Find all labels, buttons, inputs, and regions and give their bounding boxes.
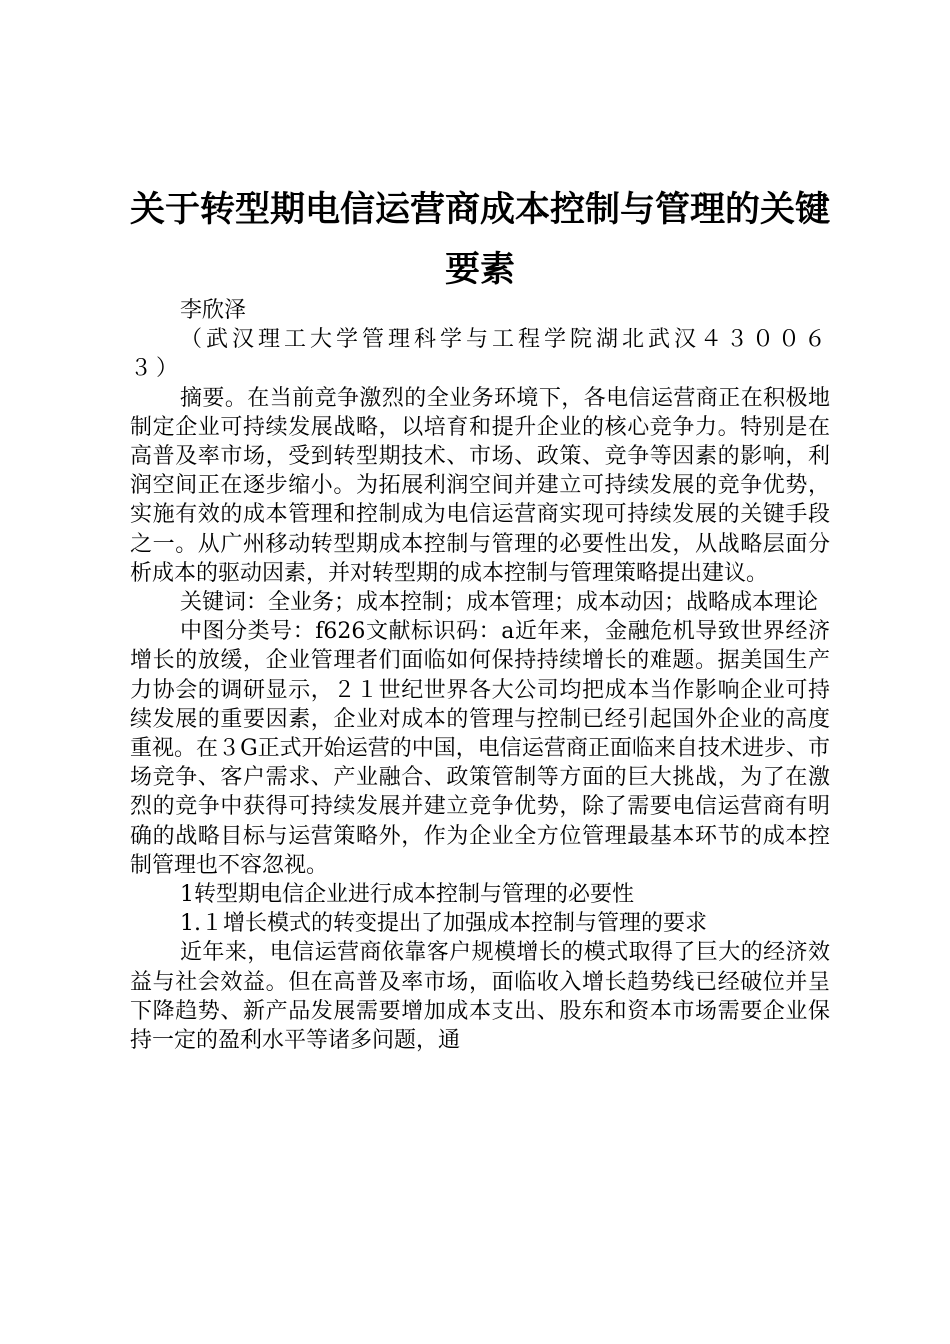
- section-1-heading: 1转型期电信企业进行成本控制与管理的必要性: [180, 882, 634, 908]
- document-title: 关于转型期电信运营商成本控制与管理的关键要素: [130, 190, 831, 290]
- abstract-paragraph: 摘要。在当前竞争激烈的全业务环境下，各电信运营商正在积极地制定企业可持续发展战略，以培育和提升企业的核心竞争力。特别是在高普及率市场，受到转型期技术、市场、政策、竞争等因素的影响，利润空间正在逐步缩小。为拓展利润空间并建立可持续发展的竞争优势，实施有效的成本管理和控制成为电信运营商实现可持续发展的关键手段之一。从广州移动转型期成本控制与管理的必要性出发，从战略层面分析成本的驱动因素，并对转型期的成本控制与管理策略提出建议。: [130, 385, 830, 586]
- keywords-paragraph: 关键词：全业务；成本控制；成本管理；成本动因；战略成本理论: [180, 590, 819, 616]
- section-1-1-paragraph: 近年来，电信运营商依靠客户规模增长的模式取得了巨大的经济效益与社会效益。但在高普及率市场，面临收入增长趋势线已经破位并呈下降趋势、新产品发展需要增加成本支出、股东和资本市场需要企业保持一定的盈利水平等诸多问题，通: [130, 940, 830, 1054]
- section-1-1-heading: 1.１增长模式的转变提出了加强成本控制与管理的要求: [180, 911, 707, 937]
- document-body: [130, 296, 830, 1055]
- intro-paragraph: 中图分类号：f626文献标识码：a近年来，金融危机导致世界经济增长的放缓，企业管理者们面临如何保持持续增长的难题。据美国生产力协会的调研显示，２１世纪世界各大公司均把成本当作影响企业可持续发展的重要因素，企业对成本的管理与控制已经引起国外企业的高度重视。在３G正式开始运营的中国，电信运营商正面临来自技术进步、市场竞争、客户需求、产业融合、政策管制等方面的巨大挑战，为了在激烈的竞争中获得可持续发展并建立竞争优势，除了需要电信运营商有明确的战略目标与运营策略外，作为企业全方位管理最基本环节的成本控制管理也不容忽视。: [130, 619, 830, 878]
- author: 李欣泽: [180, 298, 247, 323]
- affiliation: （武汉理工大学管理科学与工程学院湖北武汉４３００６３）: [130, 327, 831, 382]
